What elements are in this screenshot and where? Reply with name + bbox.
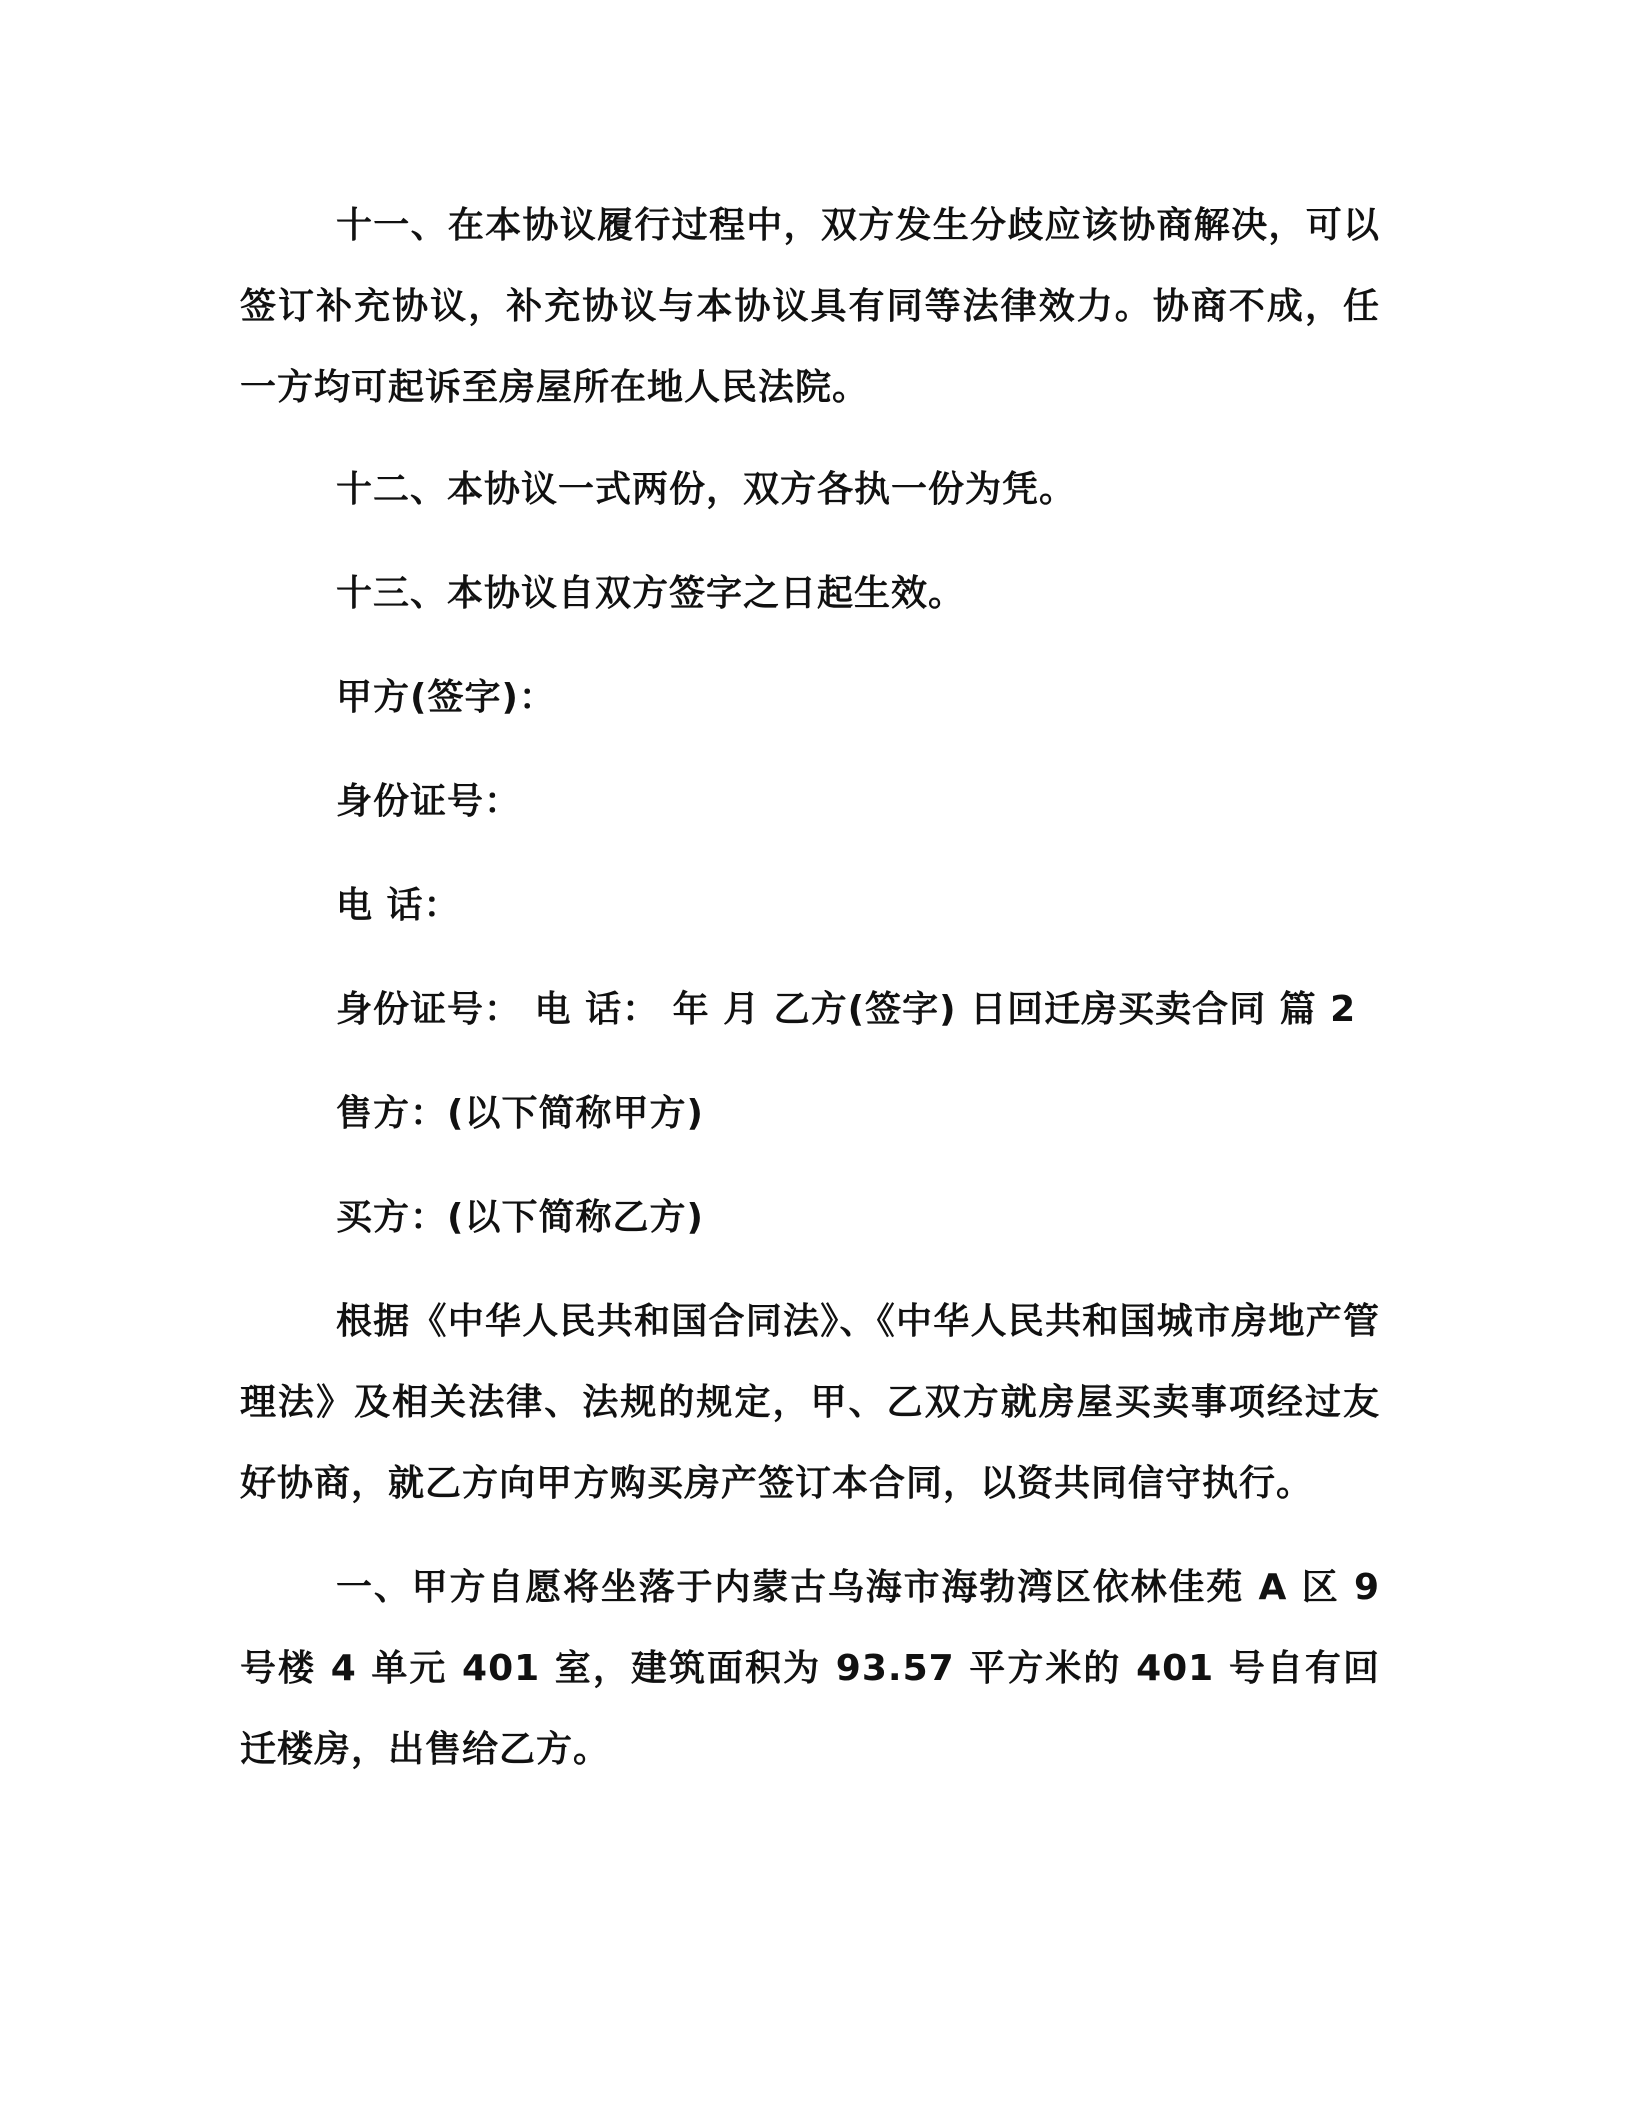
seller-line: 售方：(以下简称甲方) [336, 1093, 704, 1134]
clause-1: 一、甲方自愿将坐落于内蒙古乌海市海勃湾区依林佳苑 A 区 9 号楼 4 单元 401 室，建筑面积为 93.57 平方米的 401 号自有回迁楼房，出售给乙方。 [240, 1567, 1380, 1770]
clause-11: 十一、在本协议履行过程中，双方发生分歧应该协商解决，可以签订补充协议，补充协议与本协议具有同等法律效力。协商不成，任一方均可起诉至房屋所在地人民法院。 [240, 205, 1380, 408]
document-page [240, 185, 1380, 1790]
party-a-phone-line: 电 话： [336, 885, 461, 926]
party-b-info-and-contract-title: 身份证号： 电 话： 年 月 乙方(签字) 日回迁房买卖合同 篇 2 [336, 989, 1357, 1030]
party-a-signature-line: 甲方(签字)： [336, 677, 556, 718]
clause-13: 十三、本协议自双方签字之日起生效。 [336, 573, 966, 614]
contract-preamble: 根据《中华人民共和国合同法》、《中华人民共和国城市房地产管理法》及相关法律、法规的规定，甲、乙双方就房屋买卖事项经过友好协商，就乙方向甲方购买房产签订本合同，以资共同信守执行。 [240, 1301, 1380, 1504]
party-a-id-line: 身份证号： [336, 781, 522, 822]
buyer-line: 买方：(以下简称乙方) [336, 1197, 704, 1238]
clause-12: 十二、本协议一式两份，双方各执一份为凭。 [336, 469, 1077, 510]
